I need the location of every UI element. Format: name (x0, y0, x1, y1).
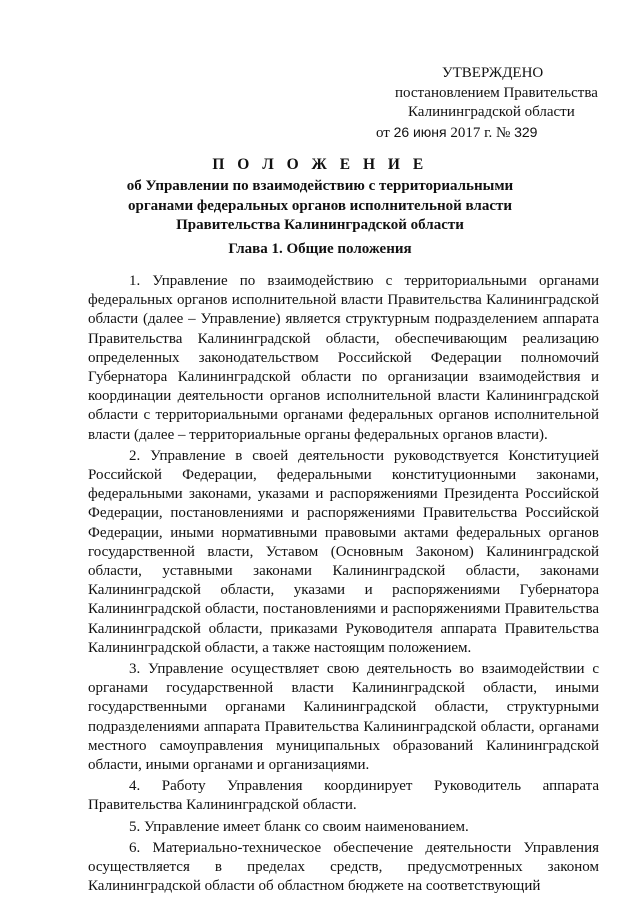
document-title: П О Л О Ж Е Н И Е (212, 156, 428, 173)
paragraph-1: 1. Управление по взаимодействию с территориальными органами федеральных органов исполнительной власти Правительства Калининградской области (далее – Управление) является структурным подразделением аппарата Правительства Калининградской области, обеспечивающим реализацию определенных законодательством Российской Федерации полномочий Губернатора Калининградской области по организации взаимодействия и координации деятельности органов исполнительной власти Калининградской области с территориальными органами федеральных органов исполнительной власти (далее – территориальные органы федеральных органов власти). (88, 273, 599, 443)
chapter-heading: Глава 1. Общие положения (228, 241, 412, 257)
paragraph-2: 2. Управление в своей деятельности руководствуется Конституцией Российской Федерации, федеральными конституционными законами, федеральными законами, указами и распоряжениями Президента Российской Федерации, постановлениями и распоряжениями Правительства Российской Федерации, иными нормативными правовыми актами федеральных органов государственной власти, Уставом (Основным Законом) Калининградской области, уставными законами Калининградской области, законами Калининградской области, указами и распоряжениями Губернатора Калининградской области, постановлениями и распоряжениями Правительства Калининградской области, приказами Руководителя аппарата Правительства Калининградской области, а также настоящим положением. (88, 447, 599, 656)
document-body (88, 272, 599, 899)
paragraph-4: 4. Работу Управления координирует Руководитель аппарата Правительства Калининградской области. (88, 778, 599, 814)
approval-date-day: 26 (393, 123, 410, 140)
approval-number: 329 (514, 123, 538, 140)
approval-date-month: июня (412, 123, 447, 140)
approval-date-prefix: от (376, 124, 390, 141)
document-subtitle: об Управлении по взаимодействию с территориальными органами федеральных органов исполнительной власти Правительства Калининградской области (126, 178, 514, 233)
approval-stamp (376, 64, 606, 143)
approval-heading: УТВЕРЖДЕНО (442, 65, 544, 81)
paragraph-5: 5. Управление имеет бланк со своим наименованием. (129, 818, 469, 835)
approval-region: Калининградской области (408, 104, 575, 120)
approval-date-year: 2017 г. № (450, 124, 511, 141)
approval-date-line (376, 123, 606, 144)
approval-resolution: постановлением Правительства (395, 84, 598, 101)
paragraph-3: 3. Управление осуществляет свою деятельность во взаимодействии с органами государственной власти Калининградской области, иными государственными органами Калининградской области, структурными подразделениями аппарата Правительства Калининградской области, органами местного самоуправления муниципальных образований Калининградской области, иными органами и организациями. (88, 661, 599, 774)
paragraph-6: 6. Материально-техническое обеспечение деятельности Управления осуществляется в пределах средств, предусмотренных законом Калининградской области об областном бюджете на соответствующий (88, 839, 599, 895)
